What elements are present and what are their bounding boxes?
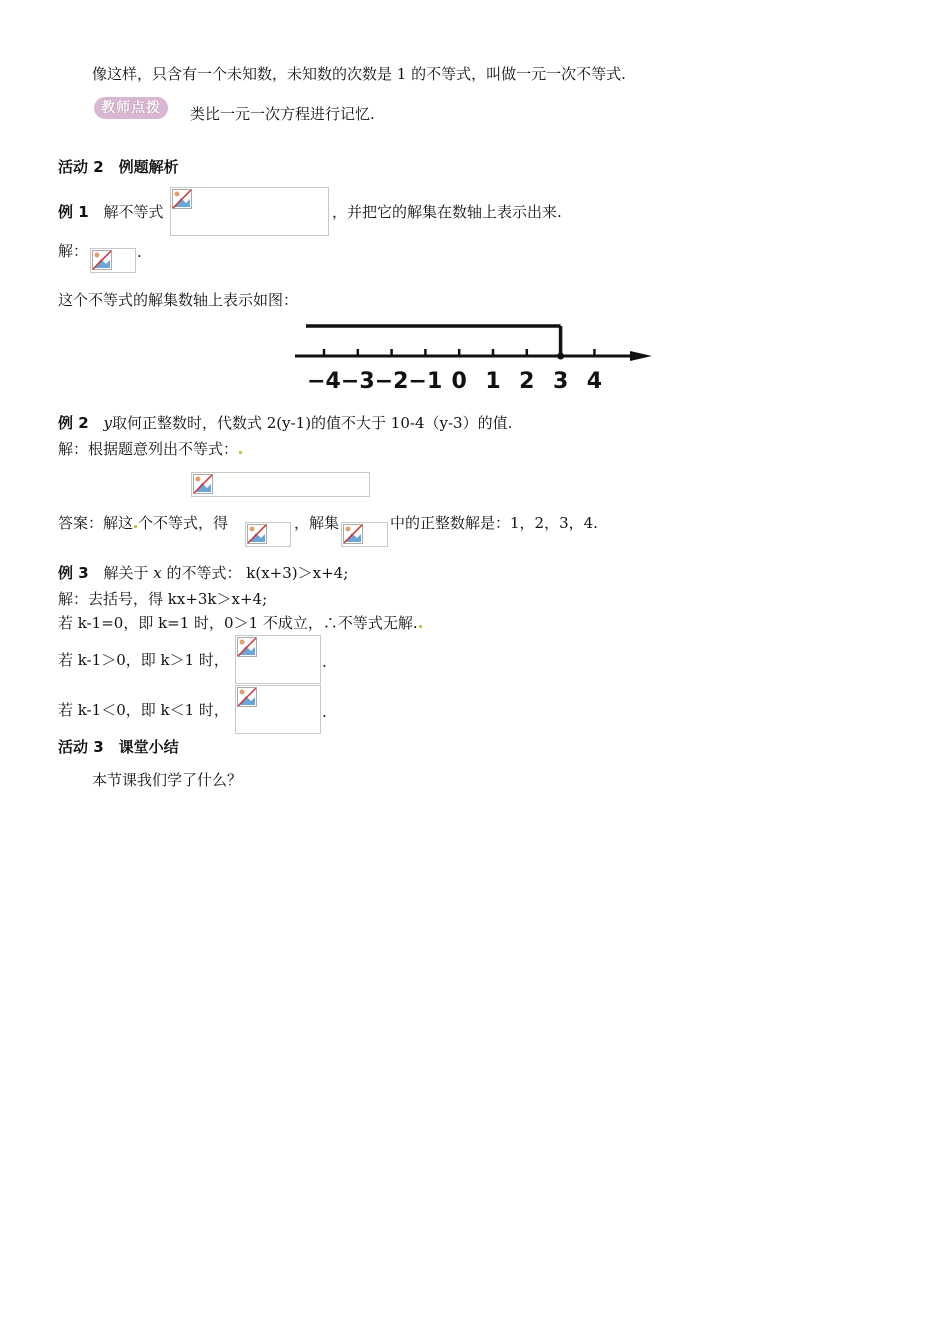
activity3-heading: 活动 3 课堂小结	[58, 738, 179, 756]
solution3-line4-end: .	[322, 703, 327, 721]
answer2-image-1	[245, 522, 291, 547]
teacher-tip-badge: 教师点拨	[94, 97, 168, 119]
example3-label: 例 3	[58, 564, 89, 582]
number-line-tick-label: 1	[485, 369, 501, 394]
number-line-tick-label: 4	[586, 369, 603, 394]
broken-image-icon	[193, 474, 213, 494]
number-line-tick-label: −2	[374, 369, 409, 394]
broken-image-icon	[343, 524, 363, 544]
solution-endpoint-dot	[558, 353, 564, 359]
broken-image-icon	[172, 189, 192, 209]
solution3-line3-end: .	[322, 653, 327, 671]
solution1-end: .	[137, 243, 142, 261]
example1-label: 例 1	[58, 203, 89, 221]
example1-line: 例 1 解不等式	[58, 203, 164, 221]
solution3-line1: 解：去括号，得 kx+3k＞x+4;	[58, 590, 268, 608]
example2-label: 例 2	[58, 414, 89, 432]
broken-image-icon	[237, 637, 257, 657]
broken-image-icon	[92, 250, 112, 270]
summary-question: 本节课我们学了什么？	[92, 771, 243, 789]
solution3-line2: 若 k-1=0，即 k=1 时，0＞1 不成立，∴不等式无解.	[58, 613, 423, 633]
inequality-image	[170, 187, 329, 236]
solution3-line3: 若 k-1＞0，即 k＞1 时，	[58, 651, 229, 669]
number-line-arrowhead	[630, 351, 652, 361]
number-line-figure	[290, 318, 660, 394]
solution1-label: 解：	[58, 242, 89, 260]
number-line-tick-label: −4	[307, 369, 341, 394]
broken-image-icon	[247, 524, 267, 544]
number-line-tick-label: −1	[408, 369, 443, 394]
solution3-image-2	[235, 685, 321, 734]
example3-line: 例 3 解关于 x 的不等式： k(x+3)＞x+4;	[58, 564, 349, 582]
answer2-part-d: 中的正整数解是：1，2，3，4.	[390, 514, 598, 532]
example2-line: 例 2 y取何正整数时，代数式 2(y-1)的值不大于 10-4（y-3）的值.	[58, 414, 513, 432]
solution3-line4: 若 k-1＜0，即 k＜1 时，	[58, 701, 229, 719]
activity2-heading: 活动 2 例题解析	[58, 158, 179, 176]
number-line-tick-label: 3	[552, 369, 569, 394]
solution3-image-1	[235, 635, 321, 684]
answer2-image-2	[341, 522, 388, 547]
solution2-image	[191, 472, 370, 497]
broken-image-icon	[237, 687, 257, 707]
number-line-tick-label: 0	[451, 369, 467, 394]
number-line-tick-label: −3	[340, 369, 375, 394]
answer2-part-a: 答案：解这 个不等式，得	[58, 514, 229, 532]
teacher-tip-text: 类比一元一次方程进行记忆.	[190, 105, 375, 123]
solution2-line: 解：根据题意列出不等式：	[58, 439, 243, 459]
number-line-tick-label: 2	[519, 369, 535, 394]
numberline-caption: 这个不等式的解集数轴上表示如图：	[58, 291, 299, 309]
answer2-part-c: ，解集	[294, 514, 340, 532]
example1-text-end: ，并把它的解集在数轴上表示出来.	[332, 203, 562, 221]
solution1-image	[90, 248, 136, 273]
definition-text: 像这样，只含有一个未知数，未知数的次数是 1 的不等式，叫做一元一次不等式.	[92, 65, 626, 83]
